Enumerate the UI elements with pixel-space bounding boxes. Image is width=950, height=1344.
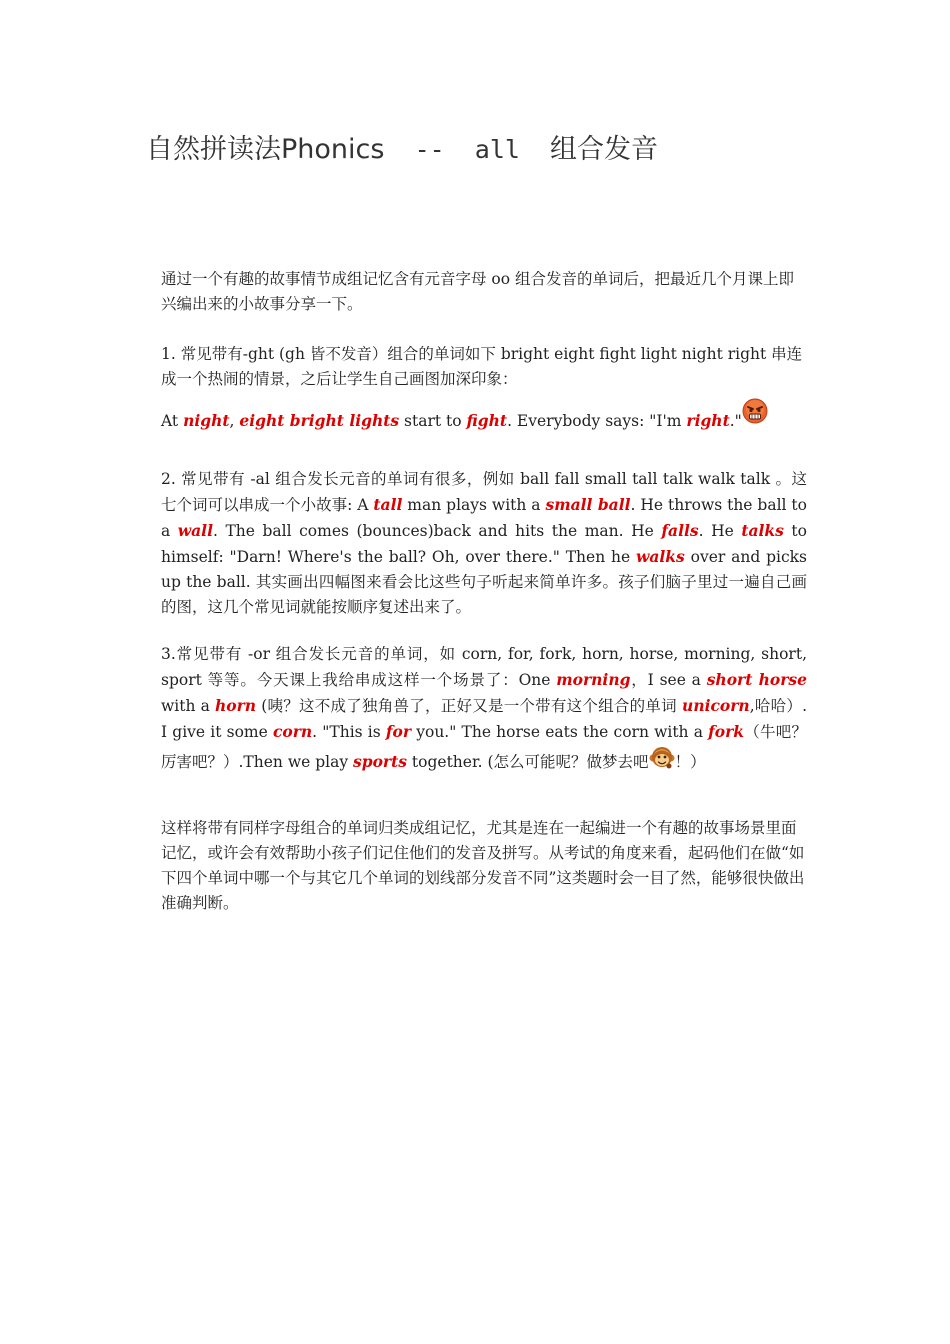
angry-face-icon [742,398,768,424]
highlight-word: small ball [545,495,631,514]
title-dashes: -- [414,135,445,164]
highlight-word: short horse [706,670,807,689]
highlight-word: morning [556,670,631,689]
highlight-word: walks [636,547,685,566]
highlight-word: horn [215,696,257,715]
highlight-word: night [183,411,230,430]
title-word: all [474,135,520,164]
highlight-word: falls [661,521,699,540]
highlight-word: right [686,411,730,430]
text-run: （牛吧？厉害吧？）.Then we play [161,723,807,771]
highlight-word: tall [373,495,403,514]
highlight-word: fork [708,722,745,741]
highlight-word: talks [741,521,784,540]
text-run: (咦？这不成了独角兽了，正好又是一个带有这个组合的单词 [256,697,683,715]
section1-story [161,398,807,436]
text-run: you." The horse eats the corn with a [411,723,709,741]
text-run: 2. 常见带有 -al 组合发长元音的单词有很多，例如 ball fall small tall talk walk talk 。这七个词可以串成一个小故事: A [161,470,807,514]
highlight-word: eight bright lights [239,411,400,430]
highlight-word: corn [272,722,313,741]
highlight-word: wall [177,521,213,540]
text-run: man plays with a [402,496,546,514]
section3-paragraph [161,642,807,775]
highlight-word: sports [353,752,407,771]
intro-paragraph: 通过一个有趣的故事情节成组记忆含有元音字母 oo 组合发音的单词后，把最近几个月课上即兴编出来的小故事分享一下。 [161,270,795,313]
title-suffix: 组合发音 [550,134,659,165]
text-run: together. (怎么可能呢？做梦去吧 [406,753,649,771]
highlight-word: unicorn [682,696,750,715]
text-run: ,哈哈）. I give it some [161,697,808,741]
text-run: over and picks up the ball. 其实画出四幅图来看会比这些句子听起来简单许多。孩子们脑子里过一遍自己画的图，这几个常见词就能按顺序复述出来了。 [161,548,808,616]
text-run: . Everybody says: "I'm [507,412,687,430]
monkey-face-icon [649,745,675,771]
title-gap [445,135,475,164]
title-prefix: 自然拼读法Phonics [146,134,385,165]
text-run: with a [161,697,216,715]
title-gap-2 [520,135,550,164]
page-title [146,128,866,172]
text-run: to himself: "Darn! Where's the ball? Oh, over there." Then he [161,522,807,566]
text-run: start to [399,412,467,430]
section1-description: 1. 常见带有-ght (gh 皆不发音）组合的单词如下 bright eight fight light night right 串连成一个热闹的情景，之后让学生自己画图加深印象： [161,345,803,388]
text-run: ." [729,412,742,430]
text-run: 3.常见带有 -or 组合发长元音的单词，如 corn, for, fork, horn, horse, morning, short, sport 等等。今天课上我给串成这样一个场景了：One [161,645,807,689]
text-run: , [229,412,240,430]
highlight-word: for [385,722,412,741]
text-run: At [161,412,184,430]
highlight-word: fight [466,411,508,430]
section2-paragraph [161,467,807,620]
text-run: . He throws the ball to a [161,496,807,540]
text-run: . The ball comes (bounces)back and hits the man. He [212,522,662,540]
text-run: . "This is [312,723,386,741]
text-run: ！） [674,753,706,771]
title-dashes-gap [384,135,414,164]
text-run: ，I see a [630,671,707,689]
text-run: . He [698,522,742,540]
conclusion-paragraph: 这样将带有同样字母组合的单词归类成组记忆，尤其是连在一起编进一个有趣的故事场景里面记忆，或许会有效帮助小孩子们记住他们的发音及拼写。从考试的角度来看，起码他们在做“如下四个单词中哪一个与其它几个单词的划线部分发音不同”这类题时会一目了然，能够很快做出准确判断。 [161,819,805,912]
